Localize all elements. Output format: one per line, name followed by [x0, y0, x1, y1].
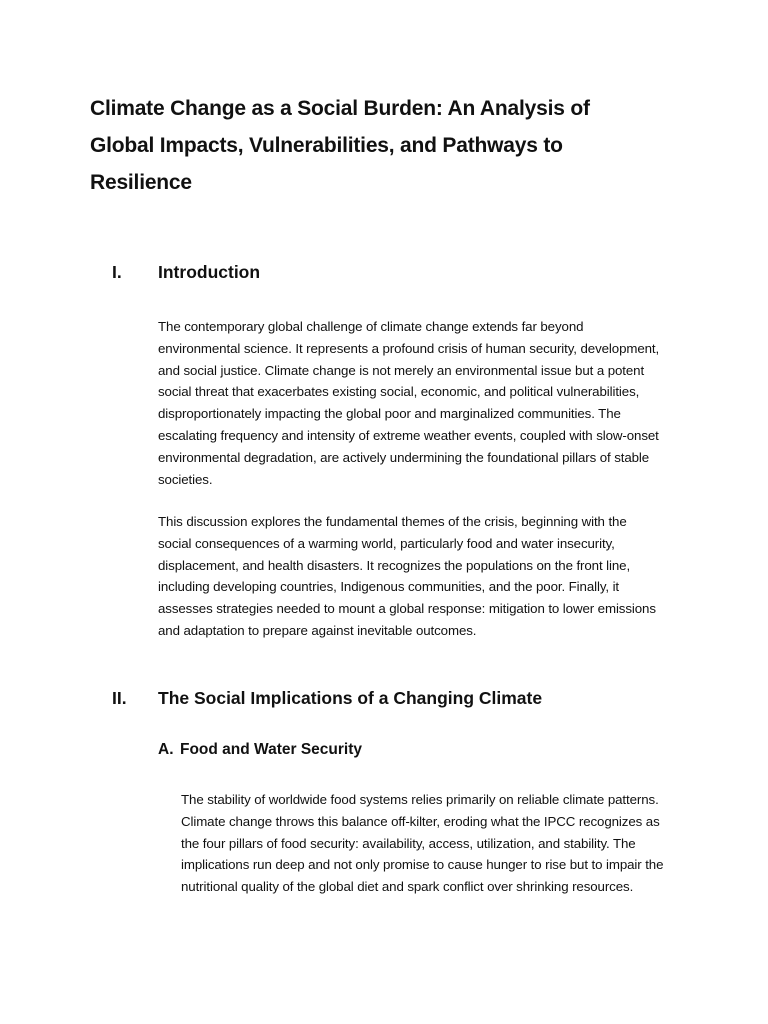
- subsection-title: Food and Water Security: [180, 741, 363, 758]
- section-title: The Social Implications of a Changing Climate: [158, 688, 543, 708]
- body-paragraph: The stability of worldwide food systems relies primarily on reliable climate patterns. Climate change throws this balance off-kilter, eroding what the IPCC recognizes as the four pillars of food security: availability, access, utilization, and stability. The implications run deep and not only promise to cause hunger to rise but to impair the nutritional quality of the global diet and spark conflict over shrinking resources.: [181, 792, 664, 895]
- body-paragraph: The contemporary global challenge of climate change extends far beyond environmental science. It represents a profound crisis of human security, development, and social justice. Climate change is not merely an environmental issue but a potent social threat that exacerbates existing social, economic, and political vulnerabilities, disproportionately impacting the global poor and marginalized communities. The escalating frequency and intensity of extreme weather events, coupled with slow-onset environmental degradation, are actively undermining the foundational pillars of stable societies.: [158, 319, 660, 487]
- subsection-heading-food-water: [158, 739, 362, 761]
- section-numeral: II.: [112, 688, 127, 708]
- section-numeral: I.: [112, 262, 122, 282]
- body-paragraph: This discussion explores the fundamental themes of the crisis, beginning with the social consequences of a warming world, particularly food and water insecurity, displacement, and health disasters. It recognizes the populations on the front line, including developing countries, Indigenous communities, and the poor. Finally, it assesses strategies needed to mount a global response: mitigation to lower emissions and adaptation to prepare against inevitable outcomes.: [158, 514, 656, 638]
- document-title: Climate Change as a Social Burden: An Analysis of Global Impacts, Vulnerabilities, and Pathways to Resilience: [90, 97, 590, 194]
- section-title: Introduction: [158, 262, 261, 282]
- subsection-letter: A.: [158, 741, 174, 758]
